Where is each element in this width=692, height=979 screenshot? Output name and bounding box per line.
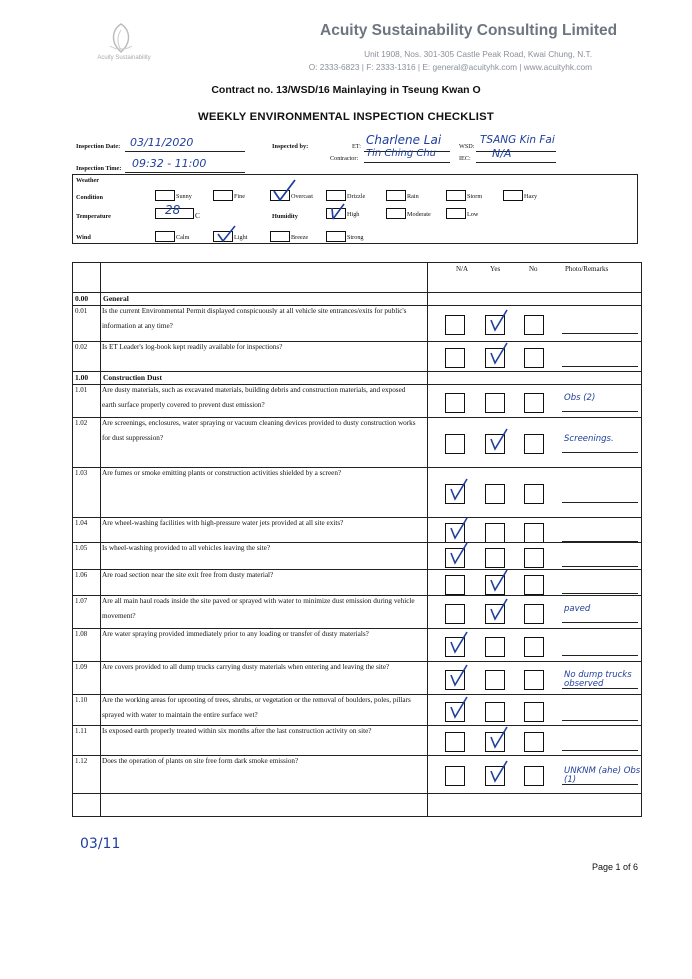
answer-na-checkbox[interactable] [445,315,465,335]
answer-na-checkbox[interactable] [445,575,465,595]
company-name: Acuity Sustainability Consulting Limited [320,22,618,39]
check-mark-icon [446,630,470,656]
iec-label: IEC: [459,155,471,162]
question-number: 1.09 [75,663,88,671]
question-number: 1.10 [75,696,88,704]
temperature-label: Temperature [76,213,111,220]
remark-line [562,502,638,503]
check-mark-icon [486,427,510,453]
rain-label: Rain [407,193,419,200]
remark-text[interactable]: Screenings. [564,434,614,444]
company-address [272,48,592,74]
humidity-low-checkbox[interactable] [446,208,466,219]
question-text: Is ET Leader's log-book kept readily available for inspections? [102,343,283,351]
question-text: Does the operation of plants on site free form dark smoke emission? [102,757,299,765]
check-mark-icon [486,341,510,367]
answer-no-checkbox[interactable] [524,637,544,657]
question-number: 1.05 [75,544,88,552]
question-number: 1.02 [75,419,88,427]
answer-na-checkbox[interactable] [445,732,465,752]
question-text: Are wheel-washing facilities with high-pressure water jets provided at all site exits? [102,519,344,527]
drizzle-label: Drizzle [347,193,366,200]
wsd-label: WSD: [459,143,475,150]
question-number: 1.04 [75,519,88,527]
check-mark-icon [446,516,470,542]
question-text: Are the working areas for uprooting of trees, shrubs, or vegetation or the removal of boulders, poles, pillars sprayed with water to maintain the entire surface wet? [102,696,411,719]
wind-light-label: Light [234,234,248,241]
humidity-low-label: Low [467,211,479,218]
answer-na-checkbox[interactable] [445,434,465,454]
sunny-label: Sunny [176,193,192,200]
et-value[interactable]: Charlene Lai [366,133,442,147]
answer-no-checkbox[interactable] [524,434,544,454]
temperature-unit: C [195,211,201,220]
answer-no-checkbox[interactable] [524,732,544,752]
contractor-value[interactable]: Tin Ching Chu [366,148,437,159]
check-mark-icon [486,759,510,785]
section-number: 1.00 [75,373,89,382]
check-mark-icon [446,477,470,503]
overcast-label: Overcast [291,193,313,200]
humidity-moderate-checkbox[interactable] [386,208,406,219]
answer-no-checkbox[interactable] [524,348,544,368]
remark-text[interactable]: No dump trucks observed [564,669,632,689]
remark-text[interactable]: paved [564,603,591,614]
question-number: 1.12 [75,757,88,765]
answer-no-checkbox[interactable] [524,575,544,595]
address-line: Unit 1908, Nos. 301-305 Castle Peak Road, Kwai Chung, N.T. [364,49,592,59]
answer-no-checkbox[interactable] [524,315,544,335]
answer-yes-checkbox[interactable] [485,670,505,690]
question-number: 0.02 [75,343,88,351]
answer-yes-checkbox[interactable] [485,702,505,722]
inspection-time-value[interactable]: 09:32 - 11:00 [132,157,207,170]
answer-yes-checkbox[interactable] [485,484,505,504]
question-number: 1.11 [75,727,87,735]
contact-line: O: 2333-6823 | F: 2333-1316 | E: general@acuityhk.com | www.acuityhk.com [308,62,592,72]
answer-yes-checkbox[interactable] [485,523,505,543]
overcast-check-mark-icon [271,178,297,204]
checklist-table [72,262,642,817]
table-divider [427,262,428,817]
section-number: 0.00 [75,294,89,303]
remark-line [562,411,638,412]
question-number: 1.06 [75,571,88,579]
question-text: Is exposed earth properly treated within six months after the last construction activity on site? [102,727,372,735]
remark-line [562,566,638,567]
humidity-label: Humidity [272,213,298,220]
humidity-moderate-label: Moderate [407,211,431,218]
answer-na-checkbox[interactable] [445,604,465,624]
question-number: 1.07 [75,597,88,605]
section-title: Construction Dust [103,373,162,382]
iec-value[interactable]: N/A [492,147,512,160]
wsd-value[interactable]: TSANG Kin Fai [480,134,555,146]
question-text: Are covers provided to all dump trucks carrying dusty materials when entering and leaving the site? [102,663,390,671]
remark-line [562,366,638,367]
storm-checkbox[interactable] [446,190,466,201]
question-text: Are road section near the site exit free from dusty material? [102,571,274,579]
handwritten-date: 03/11 [80,836,121,852]
question-text: Are water spraying provided immediately prior to any loading or transfer of dusty materials? [102,630,369,638]
answer-no-checkbox[interactable] [524,484,544,504]
contractor-label: Contractor: [330,155,359,162]
remark-line [562,655,638,656]
page-title: WEEKLY ENVIRONMENTAL INSPECTION CHECKLIST [198,111,494,123]
answer-yes-checkbox[interactable] [485,637,505,657]
inspection-date-value[interactable]: 03/11/2020 [130,136,194,149]
answer-no-checkbox[interactable] [524,604,544,624]
humidity-high-check-mark-icon [328,203,348,221]
table-rule [72,371,642,372]
remark-text[interactable]: Obs (2) [564,392,596,403]
answer-yes-checkbox[interactable] [485,393,505,413]
wind-strong-label: Strong [347,234,364,241]
column-yes: Yes [490,265,501,273]
section-title: General [103,294,129,303]
drizzle-checkbox[interactable] [326,190,346,201]
wind-breeze-checkbox[interactable] [270,231,290,242]
fine-checkbox[interactable] [213,190,233,201]
answer-no-checkbox[interactable] [524,393,544,413]
question-text: Are dusty materials, such as excavated materials, building debris and construction materials, and exposed earth surface properly covered to prevent dust emission? [102,386,406,409]
check-mark-icon [446,695,470,721]
table-rule [72,793,642,794]
remark-text[interactable]: UNKNM (ahe) Obs (1) [564,766,641,785]
answer-no-checkbox[interactable] [524,702,544,722]
et-label: ET: [352,143,361,150]
question-number: 1.08 [75,630,88,638]
hazy-checkbox[interactable] [503,190,523,201]
check-mark-icon [486,597,510,623]
remark-line [562,593,638,594]
fine-label: Fine [234,193,246,200]
contract-number: Contract no. 13/WSD/16 Mainlaying in Tseung Kwan O [211,84,481,96]
answer-na-checkbox[interactable] [445,766,465,786]
column-remarks: Photo/Remarks [565,265,609,273]
logo-text: Acuity Sustainability [97,55,151,61]
column-no: No [529,265,538,273]
hazy-label: Hazy [524,193,538,200]
humidity-high-label: High [347,211,360,218]
page-number: Page 1 of 6 [592,862,639,872]
answer-na-checkbox[interactable] [445,348,465,368]
question-text: Are screenings, enclosures, water spraying or vacuum cleaning devices provided to dusty construction works for dust suppression? [102,419,416,442]
condition-label: Condition [76,194,103,201]
table-rule [72,292,642,293]
check-mark-icon [446,541,470,567]
check-mark-icon [446,663,470,689]
answer-no-checkbox[interactable] [524,670,544,690]
remark-line [562,452,638,453]
company-logo-icon [96,20,146,74]
table-divider [100,262,101,817]
remark-line [562,333,638,334]
temperature-value: 28 [165,203,181,217]
answer-yes-checkbox[interactable] [485,548,505,568]
check-mark-icon [486,725,510,751]
storm-label: Storm [467,193,483,200]
inspection-time-label: Inspection Time: [76,165,122,172]
question-text: Are all main haul roads inside the site paved or sprayed with water to minimize dust emission during vehicle movement? [102,597,415,620]
answer-na-checkbox[interactable] [445,393,465,413]
check-mark-icon [486,308,510,334]
question-text: Is the current Environmental Permit displayed conspicuously at all vehicle site entrances/exits for public's information at any time? [102,307,407,330]
column-na: N/A [456,265,469,273]
answer-no-checkbox[interactable] [524,523,544,543]
question-number: 1.03 [75,469,88,477]
sunny-checkbox[interactable] [155,190,175,201]
answer-no-checkbox[interactable] [524,548,544,568]
question-text: Is wheel-washing provided to all vehicles leaving the site? [102,544,271,552]
remark-line [562,622,638,623]
wind-breeze-label: Breeze [291,234,309,241]
inspection-date-label: Inspection Date: [76,143,121,150]
remark-line [562,750,638,751]
question-text: Are fumes or smoke emitting plants or construction activities shielded by a screen? [102,469,342,477]
question-number: 1.01 [75,386,88,394]
wind-label: Wind [76,234,91,241]
weather-label: Weather [76,177,100,184]
question-number: 0.01 [75,307,88,315]
wind-calm-label: Calm [176,234,190,241]
wind-strong-checkbox[interactable] [326,231,346,242]
answer-no-checkbox[interactable] [524,766,544,786]
check-mark-icon [486,568,510,594]
rain-checkbox[interactable] [386,190,406,201]
wind-calm-checkbox[interactable] [155,231,175,242]
inspected-by-label: Inspected by: [272,143,309,150]
remark-line [562,720,638,721]
